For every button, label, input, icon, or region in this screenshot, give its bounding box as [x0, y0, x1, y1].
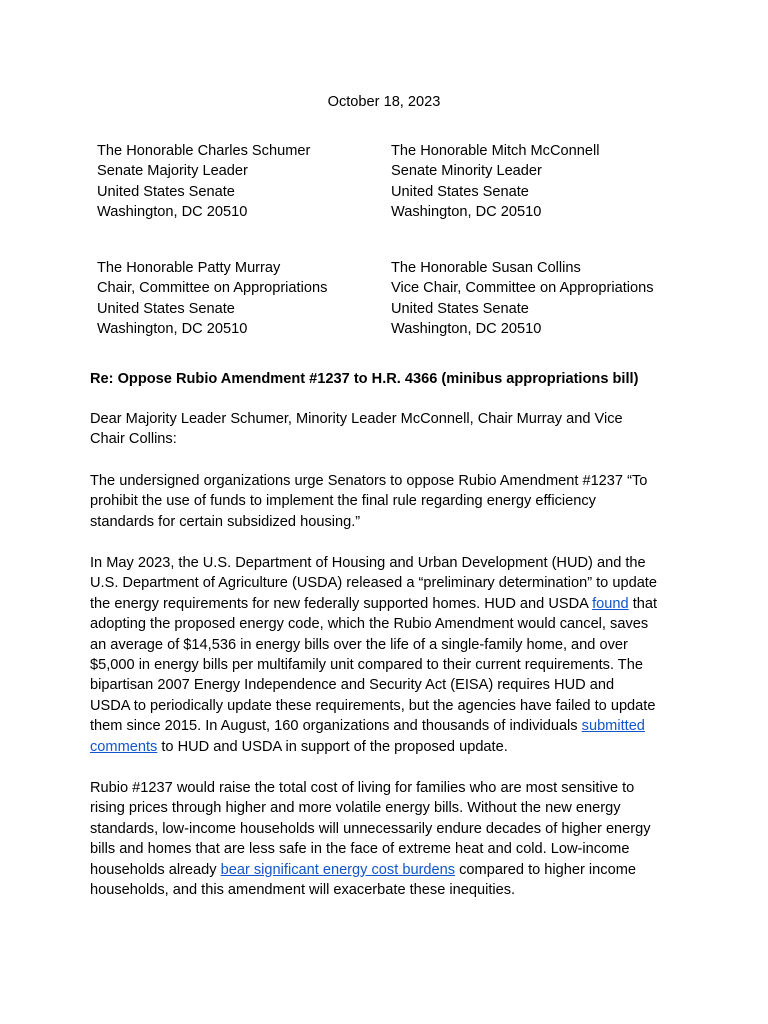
recipient-collins — [391, 258, 654, 340]
recipient-org: United States Senate — [97, 300, 235, 317]
recipient-title: Vice Chair, Committee on Appropriations — [391, 280, 654, 297]
paragraph-line — [90, 716, 680, 736]
paragraph-line: bipartisan 2007 Energy Independence and Security Act (EISA) requires HUD and — [90, 677, 615, 694]
paragraph-line: USDA to periodically update these requirements, but the agencies have failed to update — [90, 697, 656, 714]
recipient-org: United States Senate — [97, 183, 235, 200]
salutation-line: Dear Majority Leader Schumer, Minority Leader McConnell, Chair Murray and Vice — [90, 411, 623, 427]
recipient-title: Senate Minority Leader — [391, 163, 542, 180]
paragraph-line: an average of $14,536 in energy bills over the life of a single-family home, and over — [90, 636, 628, 653]
recipient-org: United States Senate — [391, 300, 529, 317]
recipient-name: The Honorable Patty Murray — [97, 260, 281, 276]
submitted-comments-link[interactable]: submitted — [581, 718, 645, 735]
text-run: that — [628, 595, 658, 612]
paragraph-line: U.S. Department of Agriculture (USDA) released a “preliminary determination” to update — [90, 575, 657, 592]
paragraph-line: standards for certain subsidized housing.” — [90, 513, 361, 530]
submitted-comments-link-continued[interactable]: comments — [90, 738, 158, 755]
paragraph-line: rising prices through higher and more volatile energy bills. Without the new energy — [90, 800, 621, 817]
paragraph-line: prohibit the use of funds to implement the final rule regarding energy efficiency — [90, 493, 596, 510]
recipient-city: Washington, DC 20510 — [391, 321, 542, 338]
text-run: to HUD and USDA in support of the proposed update. — [157, 738, 508, 755]
recipient-schumer — [97, 141, 310, 223]
letter-date: October 18, 2023 — [327, 94, 441, 110]
paragraph-line — [90, 860, 680, 880]
paragraph-line: households, and this amendment will exacerbate these inequities. — [90, 881, 516, 898]
paragraph-line: Rubio #1237 would raise the total cost of living for families who are most sensitive to — [90, 780, 635, 796]
recipient-title: Chair, Committee on Appropriations — [97, 280, 328, 297]
recipient-murray — [97, 258, 327, 340]
paragraph-line: adopting the proposed energy code, which the Rubio Amendment would cancel, saves — [90, 616, 649, 633]
subject-line: Re: Oppose Rubio Amendment #1237 to H.R. 4366 (minibus appropriations bill) — [90, 371, 639, 387]
recipient-city: Washington, DC 20510 — [391, 204, 542, 221]
recipient-name: The Honorable Susan Collins — [391, 260, 581, 276]
paragraph-line: In May 2023, the U.S. Department of Housing and Urban Development (HUD) and the — [90, 555, 646, 571]
paragraph-line — [90, 737, 680, 757]
text-run: households already — [90, 861, 221, 878]
salutation-line: Chair Collins: — [90, 431, 177, 448]
paragraph-background — [90, 553, 680, 757]
salutation — [90, 409, 680, 450]
paragraph-line: standards, low-income households will unnecessarily endure decades of higher energy — [90, 820, 651, 837]
paragraph-line: bills and homes that are less safe in the face of extreme heat and cold. Low-income — [90, 841, 630, 858]
paragraph-line — [90, 594, 680, 614]
recipient-city: Washington, DC 20510 — [97, 321, 248, 338]
recipient-mcconnell — [391, 141, 599, 223]
energy-burdens-link[interactable]: bear significant energy cost burdens — [220, 861, 456, 878]
text-run: compared to higher income — [455, 861, 636, 878]
paragraph-impact — [90, 778, 680, 900]
recipient-org: United States Senate — [391, 183, 529, 200]
paragraph-intro — [90, 471, 680, 532]
recipient-title: Senate Majority Leader — [97, 163, 248, 180]
text-run: the energy requirements for new federally supported homes. HUD and USDA — [90, 595, 593, 612]
paragraph-line: $5,000 in energy bills per multifamily unit compared to their current requirements. The — [90, 656, 643, 673]
text-run: them since 2015. In August, 160 organizations and thousands of individuals — [90, 718, 582, 735]
recipient-name: The Honorable Charles Schumer — [97, 143, 311, 159]
recipient-name: The Honorable Mitch McConnell — [391, 143, 600, 159]
recipient-city: Washington, DC 20510 — [97, 204, 248, 221]
paragraph-line: The undersigned organizations urge Senators to oppose Rubio Amendment #1237 “To — [90, 473, 648, 489]
found-link[interactable]: found — [592, 595, 629, 612]
